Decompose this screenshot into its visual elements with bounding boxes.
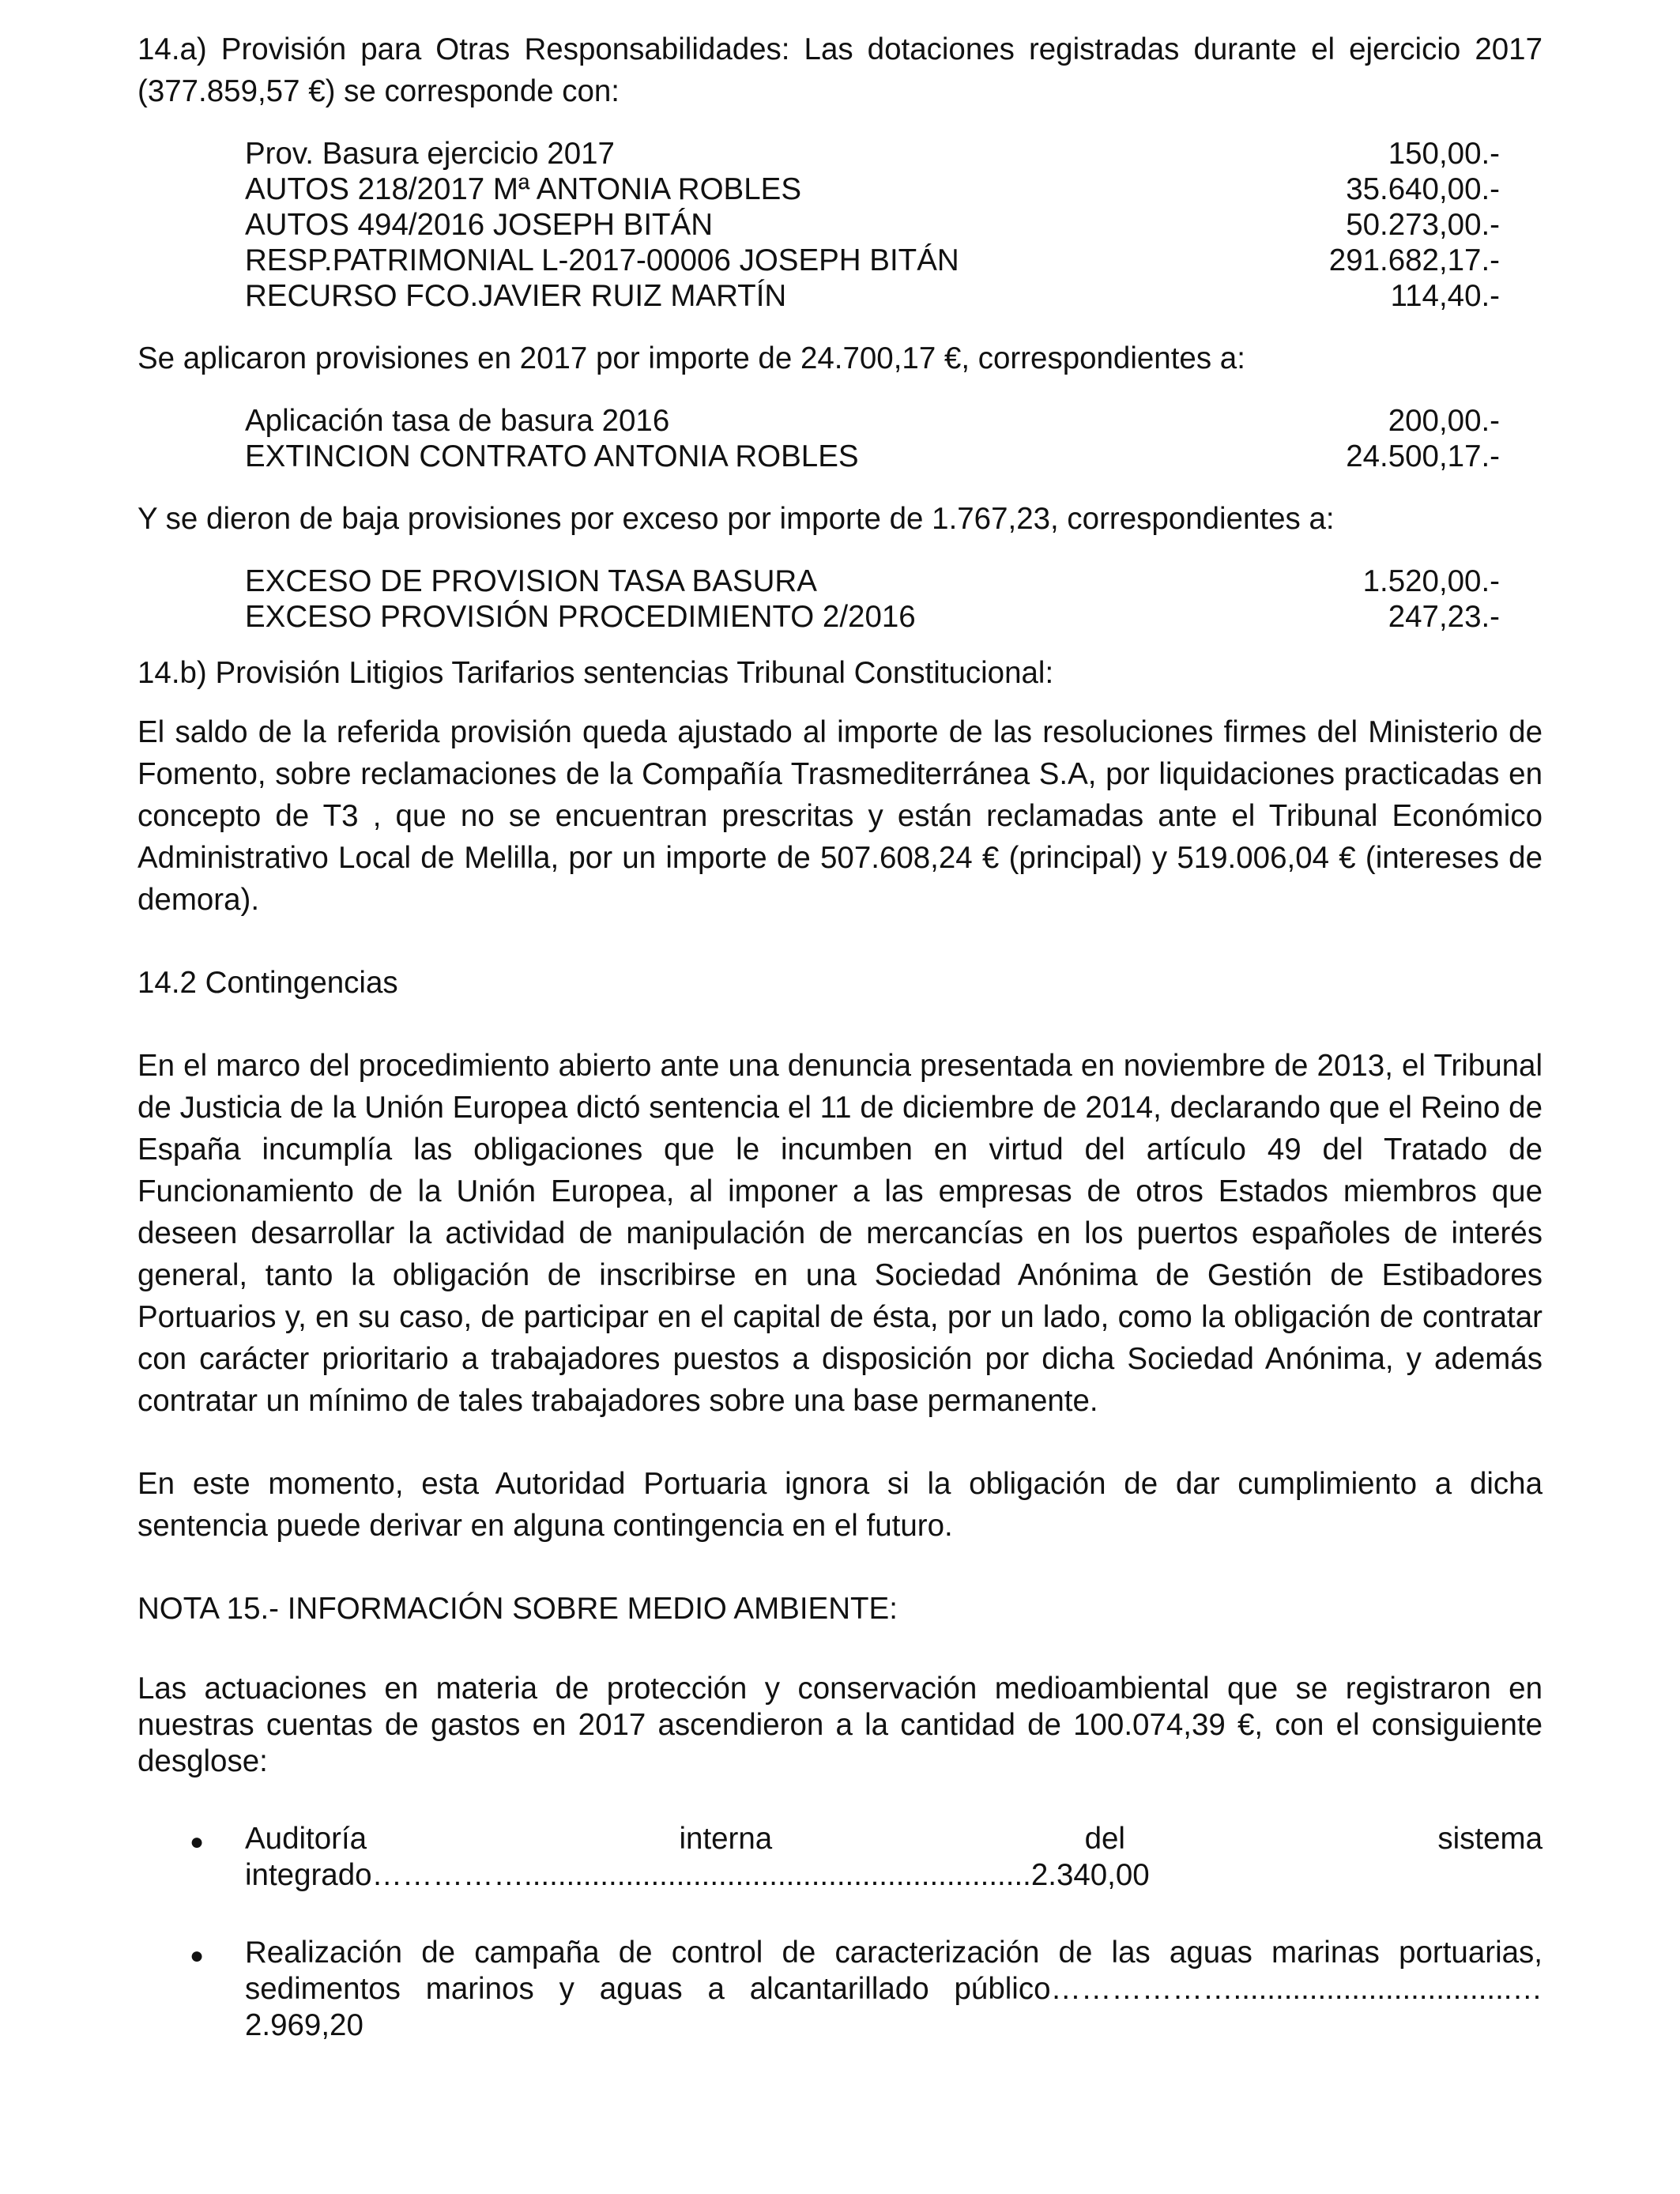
list-item: ● Realización de campaña de control de caracterización de las aguas marinas portuarias, sedimentos marinos y aguas a alcantarillado público……………….................................…2.969,20 bbox=[190, 1936, 1543, 2042]
section-14b-title: 14.b) Provisión Litigios Tarifarios sentencias Tribunal Constitucional: bbox=[137, 656, 1054, 690]
nota-15-intro: Las actuaciones en materia de protección y conservación medioambiental que se registraron en nuestras cuentas de gastos en 2017 ascendieron a la cantidad de 100.074,39 €, con el consiguiente desglose: bbox=[137, 1672, 1543, 1778]
list-item: AUTOS 218/2017 Mª ANTONIA ROBLES 35.640,00.- bbox=[245, 172, 1500, 206]
list-item: EXCESO DE PROVISION TASA BASURA 1.520,00.- bbox=[245, 564, 1500, 598]
list-item: EXTINCION CONTRATO ANTONIA ROBLES 24.500,17.- bbox=[245, 439, 1500, 473]
list-item: RECURSO FCO.JAVIER RUIZ MARTÍN 114,40.- bbox=[245, 279, 1500, 313]
list-item: RESP.PATRIMONIAL L-2017-00006 JOSEPH BITÁN 291.682,17.- bbox=[245, 243, 1500, 277]
list-item: Aplicación tasa de basura 2016 200,00.- bbox=[245, 404, 1500, 438]
section-14-2-paragraph-2: En este momento, esta Autoridad Portuaria ignora si la obligación de dar cumplimiento a dicha sentencia puede derivar en alguna contingencia en el futuro. bbox=[137, 1467, 1543, 1543]
document-page bbox=[137, 28, 1543, 2044]
bullet-icon: ● bbox=[190, 1943, 205, 1969]
list-item: Prov. Basura ejercicio 2017 150,00.- bbox=[245, 137, 1500, 171]
nota-15-title: NOTA 15.- INFORMACIÓN SOBRE MEDIO AMBIENTE: bbox=[137, 1592, 898, 1626]
bullet-icon: ● bbox=[190, 1829, 205, 1855]
excess-intro: Y se dieron de baja provisiones por exceso por importe de 1.767,23, correspondientes a: bbox=[137, 502, 1335, 536]
excess-list bbox=[245, 564, 1500, 635]
list-item: AUTOS 494/2016 JOSEPH BITÁN 50.273,00.- bbox=[245, 208, 1500, 242]
section-14-2-paragraph-1: En el marco del procedimiento abierto ante una denuncia presentada en noviembre de 2013, el Tribunal de Justicia de la Unión Europea dictó sentencia el 11 de diciembre de 2014, declarando que el Reino de España incumplía las obligaciones que le incumben en virtud del artículo 49 del Tratado de Funcionamiento de la Unión Europea, al imponer a las empresas de otros Estados miembros que deseen desarrollar la actividad de manipulación de mercancías en los puertos españoles de interés general, tanto la obligación de inscribirse en una Sociedad Anónima de Gestión de Estibadores Portuarios y, en su caso, de participar en el capital de ésta, por un lado, como la obligación de contratar con carácter prioritario a trabajadores puestos a disposición por dicha Sociedad Anónima, y además contratar un mínimo de tales trabajadores sobre una base permanente. bbox=[137, 1049, 1543, 1418]
applied-list bbox=[245, 403, 1500, 474]
section-14a-intro: 14.a) Provisión para Otras Responsabilidades: Las dotaciones registradas durante el ejercicio 2017 (377.859,57 €) se corresponde con: bbox=[137, 32, 1543, 108]
list-item: ● Auditoría interna del sistema integrado……………............................................................2.340,00 bbox=[190, 1822, 1543, 1892]
section-14-2-title: 14.2 Contingencias bbox=[137, 966, 398, 1000]
applied-intro: Se aplicaron provisiones en 2017 por importe de 24.700,17 €, correspondientes a: bbox=[137, 341, 1245, 375]
section-14b-body: El saldo de la referida provisión queda ajustado al importe de las resoluciones firmes del Ministerio de Fomento, sobre reclamaciones de la Compañía Trasmediterránea S.A, por liquidaciones practicadas en concepto de T3 , que no se encuentran prescritas y están reclamadas ante el Tribunal Económico Administrativo Local de Melilla, por un importe de 507.608,24 € (principal) y 519.006,04 € (intereses de demora). bbox=[137, 715, 1543, 917]
list-item: EXCESO PROVISIÓN PROCEDIMIENTO 2/2016 247,23.- bbox=[245, 600, 1500, 634]
provision-list bbox=[245, 136, 1500, 314]
